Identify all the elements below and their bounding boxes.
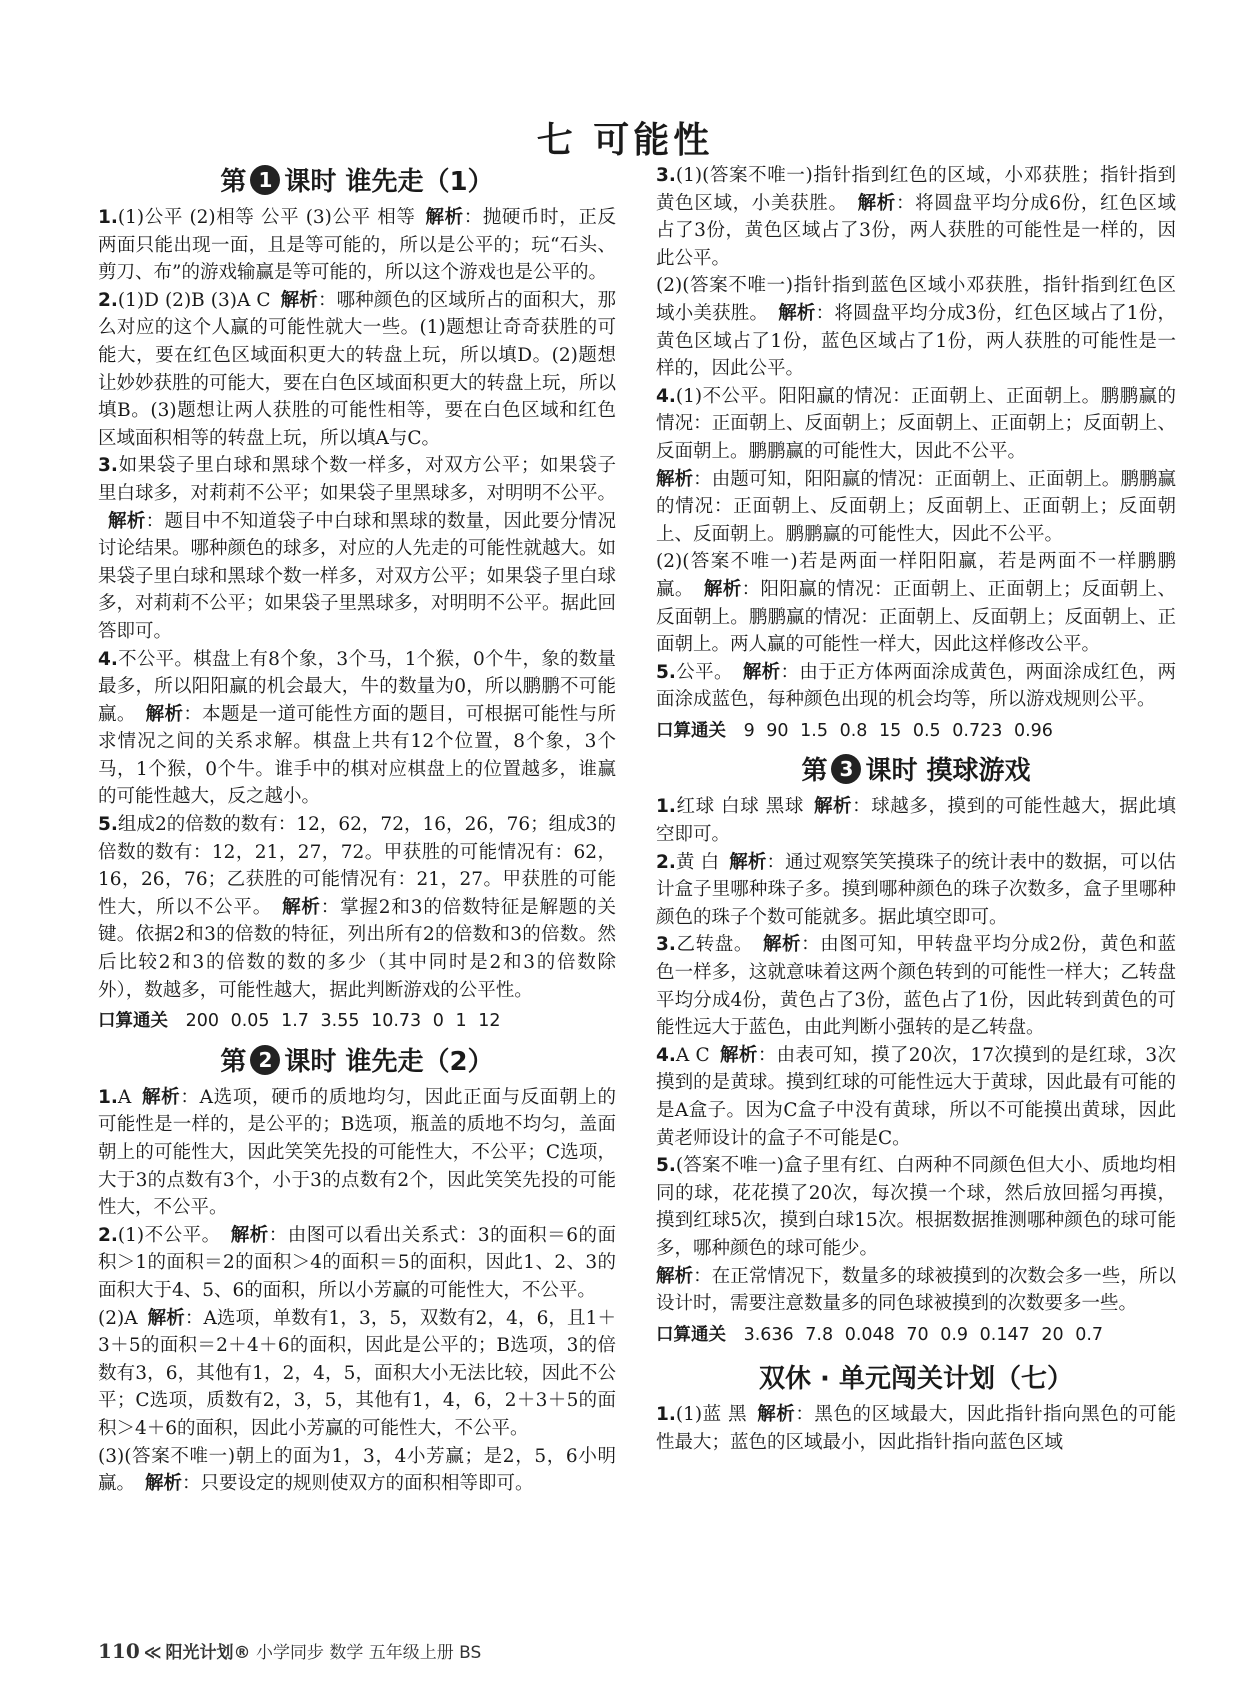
oral-value: 0.8 xyxy=(839,720,868,741)
chevron-left-icon: ≪ xyxy=(143,1643,162,1663)
analysis-label: 解析 xyxy=(145,703,184,725)
oral-value: 3.55 xyxy=(320,1011,360,1032)
analysis-label: 解析 xyxy=(656,468,694,490)
analysis-label: 解析 xyxy=(719,1044,758,1066)
question-number: 5. xyxy=(98,814,118,836)
analysis-label: 解析 xyxy=(108,510,146,532)
analysis-label: 解析 xyxy=(813,796,853,818)
answer-item xyxy=(656,931,1176,1041)
answer-text: (答案不唯一)盒子里有红、白两种不同颜色但大小、质地均相同的球，花花摸了20次，每次摸一个球，然后放回摇匀再摸，摸到红球5次，摸到白球15次。根据数据推测哪种颜色的球可能多，哪种颜色的球可能少。 xyxy=(656,1155,1176,1259)
lesson-3-heading xyxy=(656,751,1176,791)
analysis-label: 解析 xyxy=(778,302,816,324)
answer-text: 不公平。棋盘上有8个象，3个马，1个猴，0个牛，象的数量最多，所以阳阳赢的机会最大，牛的数量为0，所以鹏鹏不可能赢。 xyxy=(98,648,616,725)
analysis-label: 解析 xyxy=(742,661,781,683)
oral-value: 0 xyxy=(432,1011,444,1032)
answer-item xyxy=(656,659,1176,714)
answer-text: (2)(答案不唯一)若是两面一样阳阳赢，若是两面不一样鹏鹏赢。 xyxy=(656,551,1176,600)
analysis-text: ：将圆盘平均分成3份，红色区域占了1份，黄色区域占了1份，蓝色区域占了1份，两人获胜的可能性是一样的，因此公平。 xyxy=(656,302,1176,380)
oral-value: 0.048 xyxy=(844,1324,895,1345)
chapter-title: 七 可能性 xyxy=(536,120,714,161)
oral-value: 0.9 xyxy=(940,1324,969,1345)
oral-value: 9 xyxy=(743,720,755,741)
oral-value: 20 xyxy=(1041,1324,1064,1345)
brand-name: 阳光计划® xyxy=(165,1643,251,1663)
answer-text: (3)(答案不唯一)朝上的面为1，3，4小芳赢；是2，5，6小明赢。 xyxy=(98,1445,616,1495)
question-number: 5. xyxy=(656,1155,676,1177)
answer-subitem xyxy=(656,1263,1176,1318)
answer-text: 组成2的倍数的数有：12，62，72，16，26，76；组成3的倍数的数有：12，21，27，72。甲获胜的可能情况有：62，16，26，76；乙获胜的可能情况有：21，27。甲获胜的可能性大，所以不公平。 xyxy=(98,814,616,918)
left-column xyxy=(98,162,616,1498)
lesson-prefix: 第 xyxy=(220,167,247,197)
page-number: 110 xyxy=(98,1639,140,1663)
analysis-text: ：由于正方体两面涂成黄色，两面涂成红色，两面涂成蓝色，每种颜色出现的机会均等，所以游戏规则公平。 xyxy=(656,661,1176,711)
oral-value: 90 xyxy=(766,720,789,741)
answer-text: (1)D (2)B (3)A C xyxy=(117,289,271,311)
answer-subitem xyxy=(656,548,1176,658)
analysis-text: ：在正常情况下，数量多的球被摸到的次数会多一些，所以设计时，需要注意数量多的同色球被摸到的次数要多一些。 xyxy=(656,1265,1176,1315)
question-number: 3. xyxy=(656,934,676,956)
analysis-label: 解析 xyxy=(230,1224,269,1246)
oral-value: 1.7 xyxy=(281,1011,309,1032)
analysis-text: ：由图可以看出关系式：3的面积＝6的面积＞1的面积＝2的面积＞4的面积＝5的面积，因此1、2、3的面积大于4、5、6的面积，所以小芳赢的可能性大，不公平。 xyxy=(98,1224,616,1301)
oral-value: 10.73 xyxy=(371,1011,422,1032)
analysis-text: ：球越多，摸到的可能性越大，据此填空即可。 xyxy=(656,796,1176,846)
answer-item xyxy=(98,1222,616,1305)
question-number: 1. xyxy=(98,1086,118,1108)
oral-calc-row xyxy=(656,718,1176,746)
analysis-text: ：抛硬币时，正反两面只能出现一面，且是等可能的，所以是公平的；玩“石头、剪刀、布”的游戏输赢是等可能的，所以这个游戏也是公平的。 xyxy=(98,207,616,284)
answer-item xyxy=(656,1152,1176,1262)
oral-value: 3.636 xyxy=(743,1324,794,1345)
answer-item xyxy=(98,287,616,453)
answer-subitem xyxy=(656,272,1176,382)
analysis-text: ：阳阳赢的情况：正面朝上、正面朝上；反面朝上、反面朝上。鹏鹏赢的情况：正面朝上、反面朝上；反面朝上、正面朝上。两人赢的可能性一样大，因此这样修改公平。 xyxy=(656,578,1176,656)
question-number: 4. xyxy=(98,648,118,670)
answer-text: A C xyxy=(675,1044,710,1066)
answer-item xyxy=(656,383,1176,466)
analysis-label: 解析 xyxy=(141,1086,181,1108)
answer-item xyxy=(98,204,616,287)
answer-text: (2)(答案不唯一)指针指到蓝色区域小邓获胜，指针指到红色区域小美获胜。 xyxy=(656,275,1176,324)
unit-review-heading: 双休 · 单元闯关计划（七） xyxy=(759,1364,1073,1395)
oral-value: 200 xyxy=(185,1011,219,1032)
oral-calc-label: 口算通关 xyxy=(98,1011,168,1032)
answer-item xyxy=(656,849,1176,932)
answer-text: (1)(答案不唯一)指针指到红色的区域，小邓获胜；指针指到黄色区域，小美获胜。 xyxy=(656,165,1176,214)
answer-text: A xyxy=(117,1086,132,1108)
question-number: 3. xyxy=(98,455,118,477)
analysis-label: 解析 xyxy=(656,1265,694,1287)
lesson-number-badge: 2 xyxy=(250,1045,280,1075)
analysis-text: ：通过观察笑笑摸珠子的统计表中的数据，可以估计盒子里哪种珠子多。摸到哪种颜色的珠子次数多，盒子里哪种颜色的珠子个数可能就多。据此填空即可。 xyxy=(656,851,1176,928)
lesson-number-badge: 1 xyxy=(250,165,280,195)
answer-text: (2)A xyxy=(98,1307,138,1329)
analysis-text: ：由图可知，甲转盘平均分成2份，黄色和蓝色一样多，这就意味着这两个颜色转到的可能性一样大；乙转盘平均分成4份，黄色占了3份，蓝色占了1份，因此转到黄色的可能性远大于蓝色，由此判断小强转的是乙转盘。 xyxy=(656,934,1176,1039)
question-number: 2. xyxy=(98,1224,118,1246)
answer-subitem xyxy=(98,1305,616,1443)
question-number: 1. xyxy=(656,796,676,818)
answer-item xyxy=(98,1084,616,1222)
oral-value: 12 xyxy=(478,1011,501,1032)
oral-calc-row xyxy=(98,1008,616,1036)
analysis-text: ：掌握2和3的倍数特征是解题的关键。依据2和3的倍数的特征，列出所有2的倍数和3的倍数。然后比较2和3的倍数的数的多少（其中同时是2和3的倍数除外），数越多，可能性越大，据此判断游戏的公平性。 xyxy=(98,896,616,1001)
analysis-text: ：本题是一道可能性方面的题目，可根据可能性与所求情况之间的关系求解。棋盘上共有12个位置，8个象，3个马，1个猴，0个牛。谁手中的棋对应棋盘上的位置越多，谁赢的可能性越大，反之越小。 xyxy=(98,703,616,808)
analysis-label: 解析 xyxy=(762,934,802,956)
question-number: 2. xyxy=(656,851,676,873)
answer-item xyxy=(656,162,1176,272)
answer-item xyxy=(656,1042,1176,1152)
answer-subitem xyxy=(98,1443,616,1498)
book-subtitle: 小学同步 数学 五年级上册 BS xyxy=(255,1643,482,1663)
analysis-label: 解析 xyxy=(145,1473,183,1495)
question-number: 2. xyxy=(98,289,118,311)
answer-text: 黄 白 xyxy=(675,851,720,873)
oral-value: 0.05 xyxy=(230,1011,270,1032)
oral-calc-row xyxy=(656,1322,1176,1350)
analysis-label: 解析 xyxy=(282,896,321,918)
question-number: 3. xyxy=(656,165,676,186)
answer-text: 红球 白球 黑球 xyxy=(675,796,804,818)
oral-value: 7.8 xyxy=(805,1324,834,1345)
analysis-text: ：黑色的区域最大，因此指针指向黑色的可能性最大；蓝色的区域最小，因此指针指向蓝色区域 xyxy=(656,1404,1176,1453)
lesson-number-badge: 3 xyxy=(831,754,861,784)
question-number: 1. xyxy=(98,207,118,228)
lesson-1-heading xyxy=(98,162,616,202)
oral-value: 70 xyxy=(906,1324,929,1345)
answer-text: (1)公平 (2)相等 公平 (3)公平 相等 xyxy=(117,207,416,228)
lesson-prefix: 第 xyxy=(220,1046,247,1077)
oral-value: 0.96 xyxy=(1013,720,1053,741)
analysis-text: ：只要设定的规则使双方的面积相等即可。 xyxy=(182,1473,534,1495)
lesson-prefix: 第 xyxy=(801,756,828,787)
answer-item xyxy=(656,1401,1176,1456)
analysis-text: ：哪种颜色的区域所占的面积大，那么对应的这个人赢的可能性就大一些。(1)题想让奇奇获胜的可能大，要在红色区域面积更大的转盘上玩，所以填D。(2)题想让妙妙获胜的可能大，要在白色区域面积更大的转盘上玩，所以填B。(3)题想让两人获胜的可能性相等，要在白色区域和红色区域面积相等的转盘上玩，所以填A与C。 xyxy=(98,289,617,449)
question-number: 1. xyxy=(656,1404,676,1426)
oral-calc-label: 口算通关 xyxy=(656,720,726,741)
oral-calc-label: 口算通关 xyxy=(656,1324,726,1345)
analysis-text: ：由表可知，摸了20次，17次摸到的是红球，3次摸到的是黄球。摸到红球的可能性远大于黄球，因此最有可能的是A盒子。因为C盒子中没有黄球，所以不可能摸出黄球，因此黄老师设计的盒子不可能是C。 xyxy=(656,1044,1176,1149)
answer-text: 如果袋子里白球和黑球个数一样多，对双方公平；如果袋子里白球多，对莉莉不公平；如果袋子里黑球多，对明明不公平。 xyxy=(98,455,617,504)
oral-value: 0.723 xyxy=(952,720,1003,741)
question-number: 5. xyxy=(656,661,676,683)
answer-item xyxy=(98,811,616,1004)
oral-value: 15 xyxy=(879,720,902,741)
oral-value: 0.5 xyxy=(912,720,941,741)
answer-text: (1)蓝 黑 xyxy=(675,1404,748,1426)
analysis-text: ：A选项，单数有1，3，5，双数有2，4，6，且1＋3＋5的面积＝2＋4＋6的面积，因此是公平的；B选项，3的倍数有3，6，其他有1，2，4，5，面积大小无法比较，因此不公平；C选项，质数有2，3，5，其他有1，4，6，2＋3＋5的面积＞4＋6的面积，因此小芳赢的可能性大，不公平。 xyxy=(98,1307,616,1439)
analysis-label: 解析 xyxy=(425,207,464,228)
oral-value: 1.5 xyxy=(800,720,828,741)
analysis-label: 解析 xyxy=(703,578,742,600)
oral-value: 1 xyxy=(455,1011,467,1032)
answer-item xyxy=(656,793,1176,848)
question-number: 4. xyxy=(656,1044,676,1066)
lesson-title: 课时 谁先走（2） xyxy=(284,1046,494,1077)
answer-text: 乙转盘。 xyxy=(675,934,753,956)
answer-subitem xyxy=(656,466,1176,549)
analysis-text: ：A选项，硬币的质地均匀，因此正面与反面朝上的可能性是一样的，是公平的；B选项，瓶盖的质地不均匀，盖面朝上的可能性大，因此笑笑先投的可能性大，不公平；C选项，大于3的点数有3个，小于3的点数有2个，因此笑笑先投的可能性大，不公平。 xyxy=(98,1086,616,1219)
oral-value: 0.7 xyxy=(1075,1324,1104,1345)
question-number: 4. xyxy=(656,385,676,407)
answer-item xyxy=(98,646,616,812)
answer-item xyxy=(98,452,616,645)
oral-value: 0.147 xyxy=(979,1324,1030,1345)
analysis-label: 解析 xyxy=(857,192,896,214)
analysis-text: ：由题可知，阳阳赢的情况：正面朝上、正面朝上。鹏鹏赢的情况：正面朝上、反面朝上；反面朝上、正面朝上；反面朝上、反面朝上。鹏鹏赢的可能性大，因此不公平。 xyxy=(656,468,1176,545)
lesson-title: 课时 摸球游戏 xyxy=(865,756,1031,787)
analysis-label: 解析 xyxy=(757,1404,796,1426)
right-column xyxy=(656,162,1176,1457)
lesson-2-heading xyxy=(98,1042,616,1082)
analysis-label: 解析 xyxy=(280,289,318,311)
lesson-title: 课时 谁先走（1） xyxy=(284,167,494,197)
analysis-label: 解析 xyxy=(729,851,767,873)
page-footer xyxy=(98,1638,481,1663)
answer-text: 公平。 xyxy=(675,661,733,683)
analysis-text: ：题目中不知道袋子中白球和黑球的数量，因此要分情况讨论结果。哪种颜色的球多，对应的人先走的可能性就越大。如果袋子里白球和黑球个数一样多，对双方公平；如果袋子里白球多，对莉莉不公平；如果袋子里黑球多，对明明不公平。据此回答即可。 xyxy=(98,510,617,642)
analysis-text: ：将圆盘平均分成6份，红色区域占了3份，黄色区域占了3份，两人获胜的可能性是一样的，因此公平。 xyxy=(656,192,1176,269)
answer-text: (1)不公平。 xyxy=(117,1224,221,1246)
analysis-label: 解析 xyxy=(147,1307,185,1329)
answer-text: (1)不公平。阳阳赢的情况：正面朝上、正面朝上。鹏鹏赢的情况：正面朝上、反面朝上；反面朝上、正面朝上；反面朝上、反面朝上。鹏鹏赢的可能性大，因此不公平。 xyxy=(656,385,1176,462)
